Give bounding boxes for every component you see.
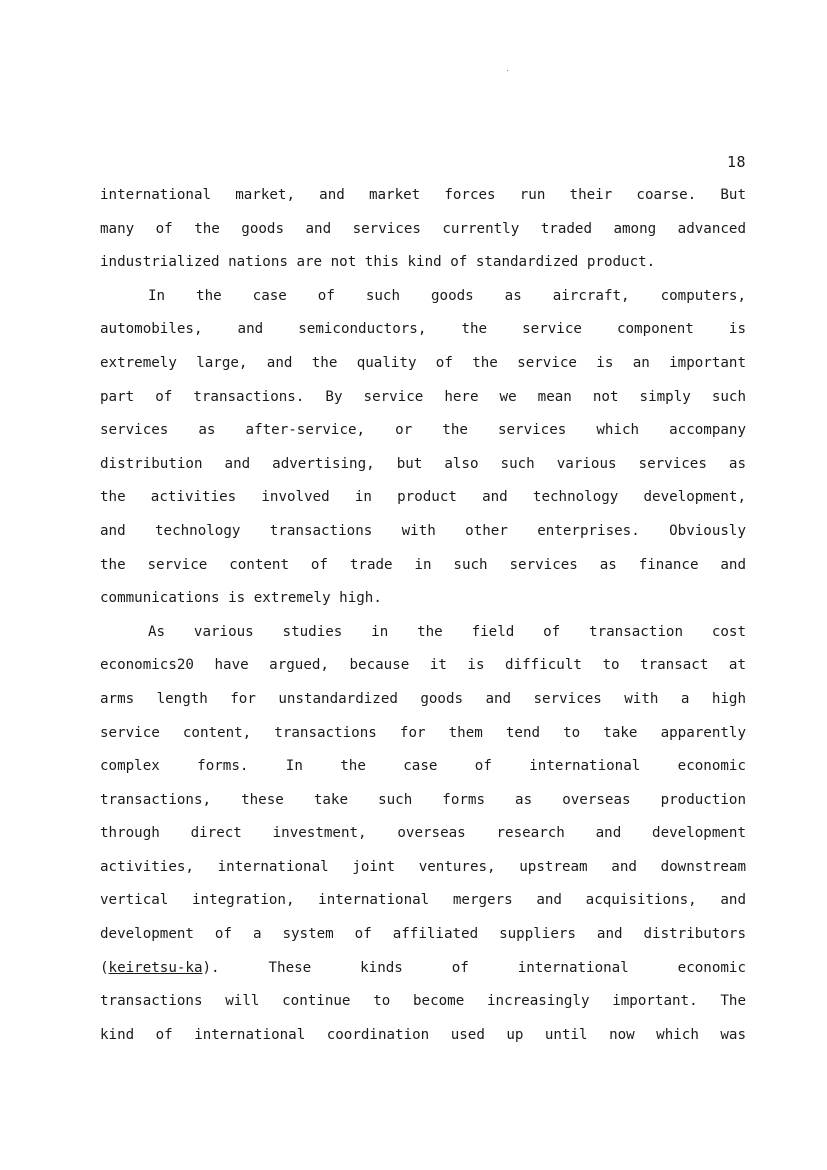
open-paren: (: [100, 959, 109, 976]
keiretsu-term: keiretsu-ka: [108, 959, 203, 976]
text-line-with-term: [100, 954, 746, 988]
text-line: complex forms. In the case of international economic: [100, 758, 746, 775]
text-line: communications is extremely high.: [100, 590, 382, 607]
paragraph-start-line: As various studies in the field of transaction cost: [148, 623, 746, 640]
text-line: extremely large, and the quality of the service is an important: [100, 354, 746, 371]
text-line: service content, transactions for them tend to take apparently: [100, 724, 746, 741]
scan-speck: [507, 70, 508, 71]
text-line: and technology transactions with other enterprises. Obviously: [100, 522, 746, 539]
text-line: international market, and market forces run their coarse. But: [100, 187, 746, 203]
paragraph-start-line: In the case of such goods as aircraft, computers,: [148, 287, 746, 304]
text-line: kind of international coordination used up until now which was: [100, 1026, 746, 1043]
text-line: arms length for unstandardized goods and services with a high: [100, 690, 746, 707]
text-line: transactions, these take such forms as overseas production: [100, 791, 746, 808]
text-line: the activities involved in product and technology development,: [100, 489, 746, 506]
text-line: industrialized nations are not this kind of standardized product.: [100, 254, 656, 271]
page-number: 18: [726, 153, 746, 171]
text-line: services as after-service, or the services which accompany: [100, 422, 746, 439]
text-line: part of transactions. By service here we mean not simply such: [100, 388, 746, 405]
document-body: [100, 181, 746, 1054]
text-line: the service content of trade in such services as finance and: [100, 556, 746, 573]
text-line: activities, international joint ventures, upstream and downstream: [100, 858, 746, 875]
text-line: through direct investment, overseas research and development: [100, 825, 746, 842]
text-line: transactions will continue to become increasingly important. The: [100, 993, 746, 1010]
text-line: development of a system of affiliated suppliers and distributors: [100, 926, 746, 943]
text-line: automobiles, and semiconductors, the service component is: [100, 321, 746, 338]
text-line: distribution and advertising, but also such various services as: [100, 455, 746, 472]
text-line: economics20 have argued, because it is difficult to transact at: [100, 657, 746, 674]
text-line: many of the goods and services currently traded among advanced: [100, 220, 746, 237]
line-remainder: ). These kinds of international economic: [202, 959, 746, 976]
text-line: vertical integration, international mergers and acquisitions, and: [100, 892, 746, 909]
